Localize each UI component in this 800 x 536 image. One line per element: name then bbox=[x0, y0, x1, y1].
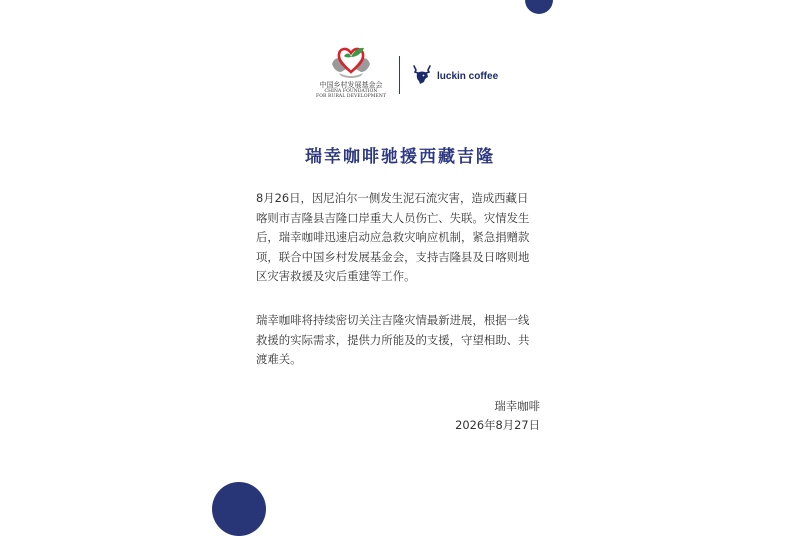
deer-head-icon bbox=[411, 64, 433, 86]
paragraph-line: 瑞幸咖啡将持续密切关注吉隆灾情最新进展，根据一线 bbox=[256, 313, 530, 327]
decorative-circle-top bbox=[525, 0, 553, 14]
paragraph-line: 后，瑞幸咖啡迅速启动应急救灾响应机制，紧急捐赠款 bbox=[256, 230, 530, 244]
logo-header bbox=[300, 42, 520, 104]
page-title: 瑞幸咖啡驰援西藏吉隆 bbox=[305, 147, 495, 167]
brand-name: luckin coffee bbox=[437, 71, 499, 82]
heart-hands-logo-icon bbox=[326, 42, 376, 80]
paragraph-line: 喀则市吉隆县吉隆口岸重大人员伤亡、失联。灾情发生 bbox=[256, 210, 530, 225]
foundation-logo bbox=[314, 42, 388, 104]
decorative-circle-bottom bbox=[212, 482, 266, 536]
paragraph-2 bbox=[256, 311, 544, 370]
paragraph-line: 救援的实际需求，提供力所能及的支援，守望相助、共 bbox=[256, 332, 530, 347]
foundation-name-cn: 中国乡村发展基金会 bbox=[319, 81, 383, 89]
paragraph-line: 区灾害救援及灾后重建等工作。 bbox=[256, 269, 416, 283]
foundation-name-en-line2: FOR RURAL DEVELOPMENT bbox=[316, 94, 386, 99]
paragraph-1 bbox=[256, 189, 544, 287]
luckin-coffee-logo bbox=[411, 64, 511, 86]
paragraph-line: 渡难关。 bbox=[256, 352, 302, 366]
logo-divider bbox=[399, 56, 400, 94]
paragraph-line: 项，联合中国乡村发展基金会，支持吉隆县及日喀则地 bbox=[256, 249, 530, 264]
foundation-name-en-line1: CHINA FOUNDATION bbox=[324, 89, 378, 94]
foundation-name-en bbox=[314, 89, 388, 99]
paragraph-line: 8月26日，因尼泊尔一侧发生泥石流灾害，造成西藏日 bbox=[256, 191, 529, 205]
signature-date: 2026年8月27日 bbox=[455, 418, 540, 432]
signature: 瑞幸咖啡 bbox=[494, 399, 540, 413]
